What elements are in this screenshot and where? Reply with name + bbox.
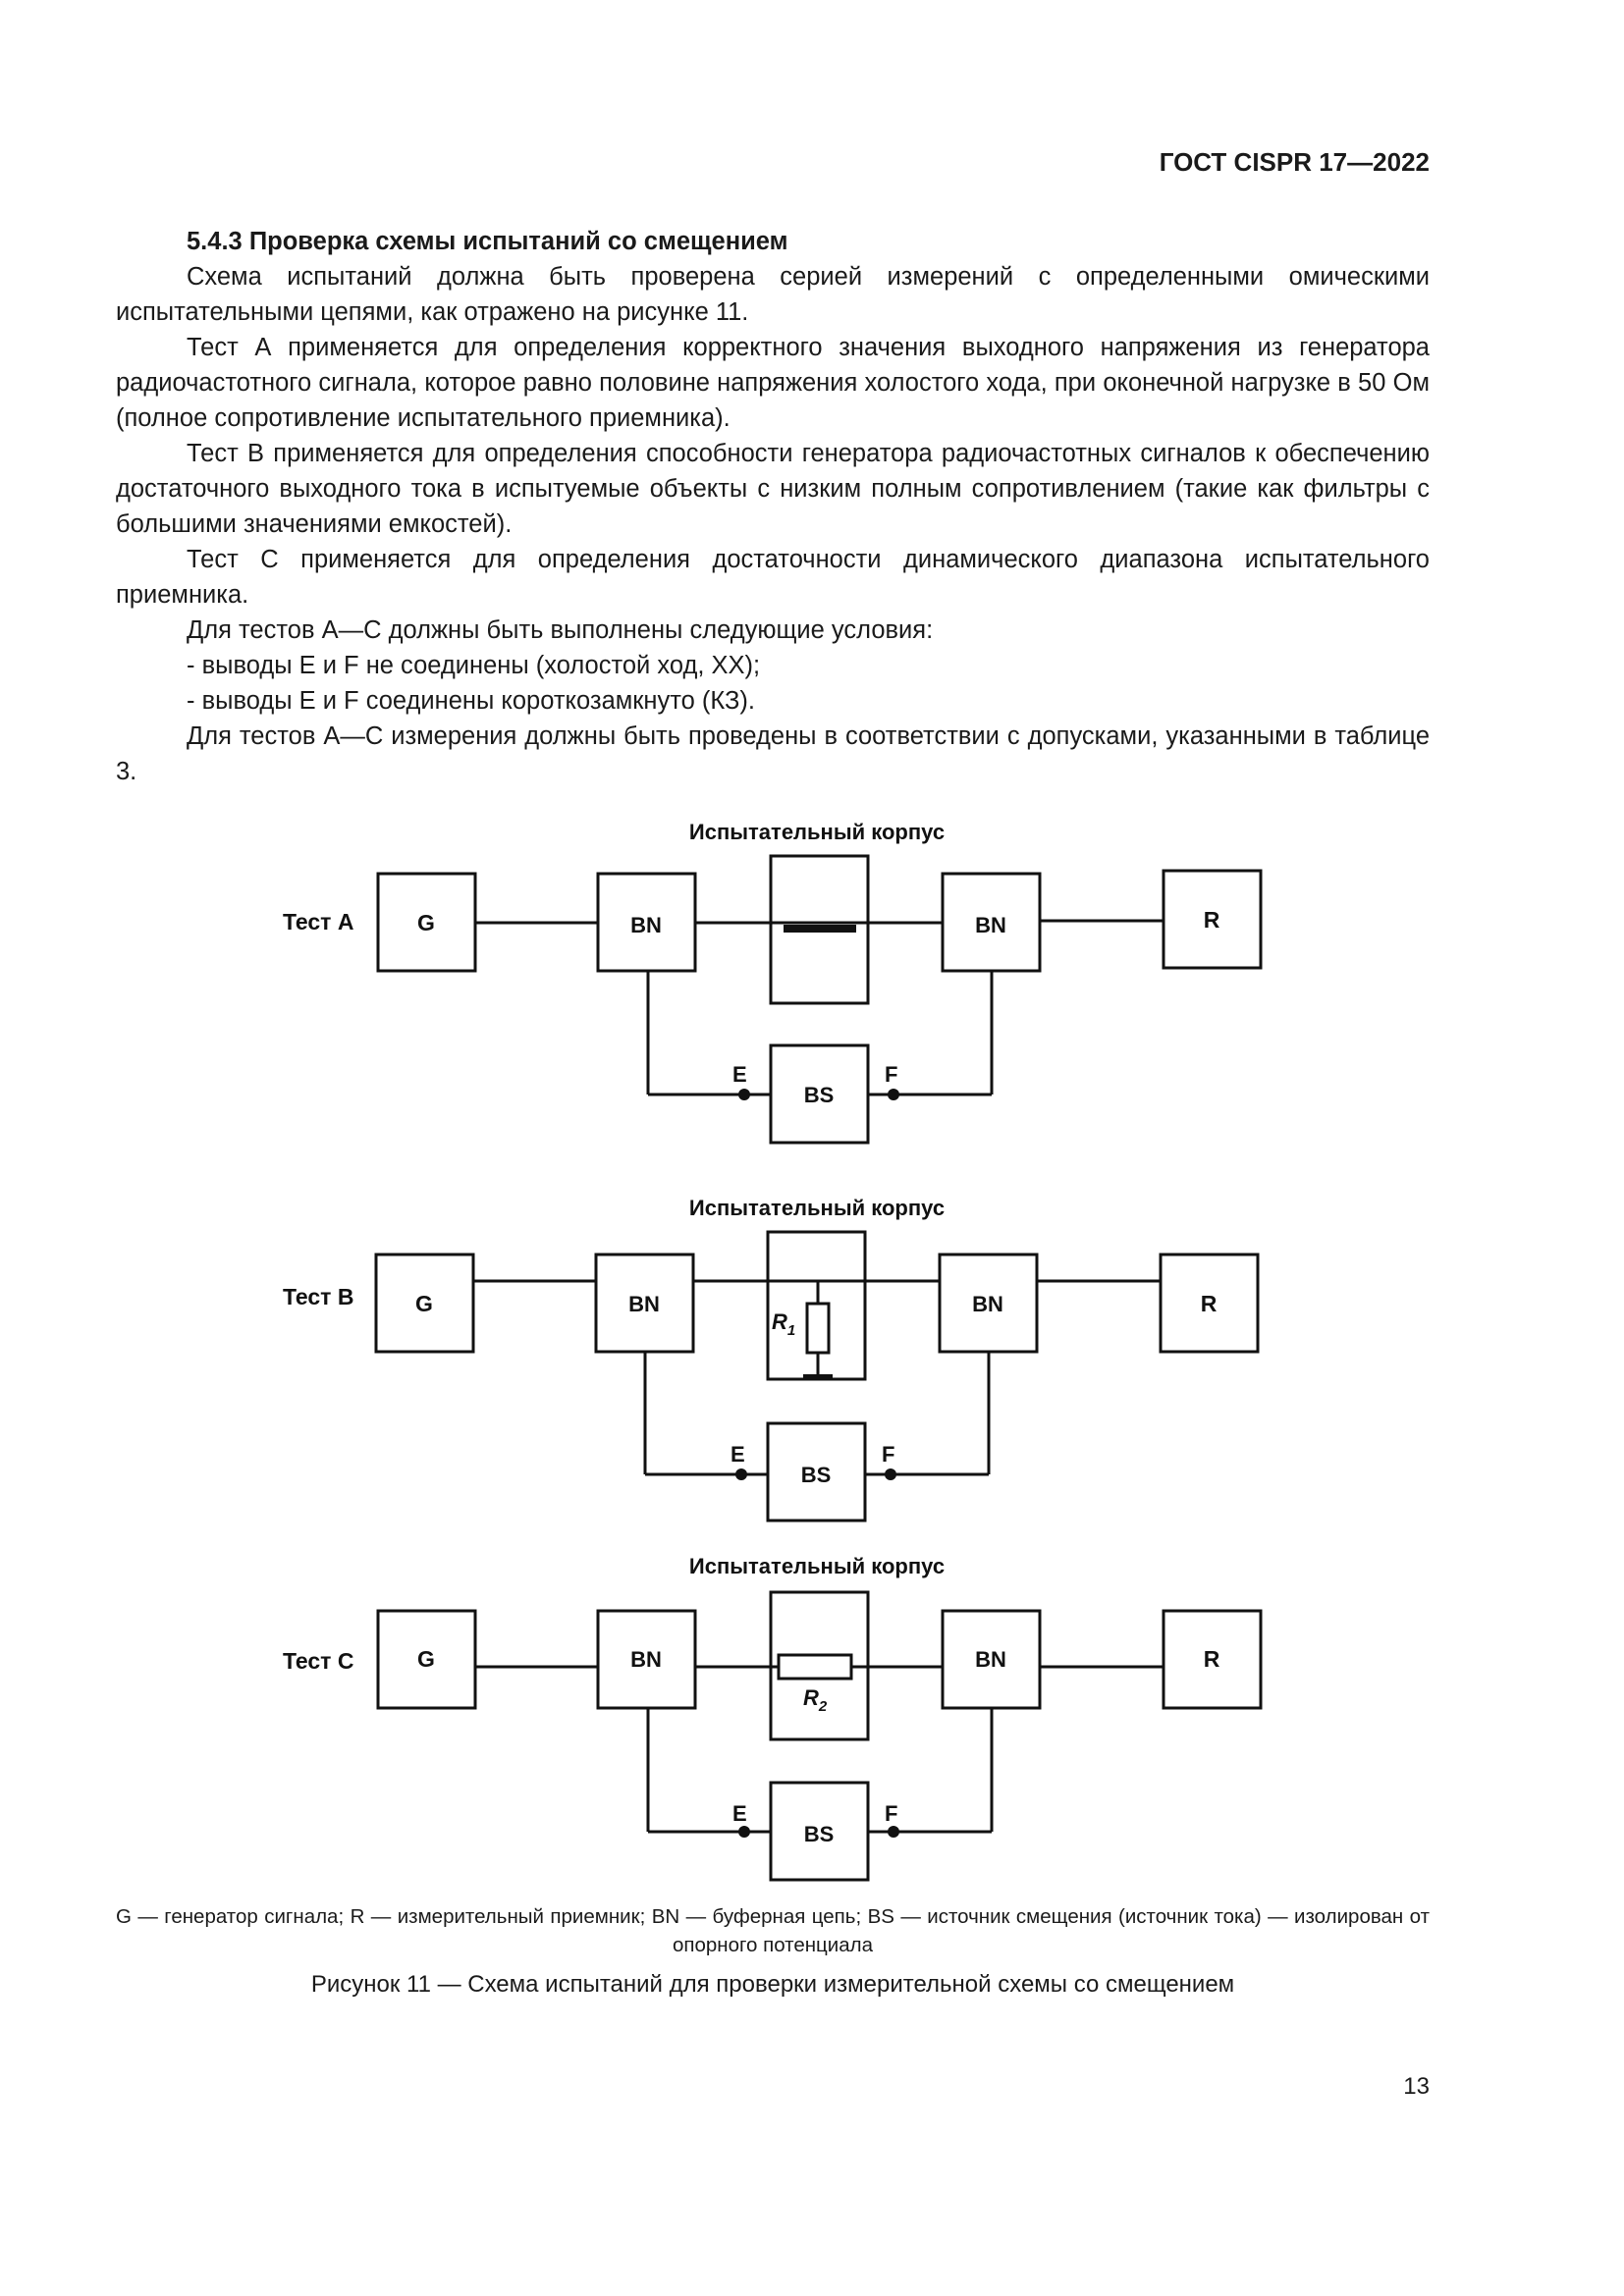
section-heading <box>116 224 1430 259</box>
terminal-f-label: F <box>885 1801 898 1826</box>
figure-11 <box>0 805 1624 1895</box>
paragraph: Для тестов А—С измерения должны быть проведены в соответствии с допусками, указанными в таблице 3. <box>116 722 1430 785</box>
resistor-label: $R_1$ <box>772 1309 796 1339</box>
figure-caption: Рисунок 11 — Схема испытаний для проверки измерительной схемы со смещением <box>310 1971 1235 1998</box>
terminal-e-dot <box>738 1089 750 1100</box>
terminal-f-dot <box>888 1089 899 1100</box>
terminal-e-dot <box>735 1468 747 1480</box>
bs-label: BS <box>803 1083 835 1107</box>
section-number: 5.4.3 <box>187 228 243 255</box>
bn-label: BN <box>972 1292 1003 1316</box>
list-item: - выводы E и F соединены короткозамкнуто (КЗ). <box>187 687 755 715</box>
list-item: - выводы E и F не соединены (холостой ход, XX); <box>187 652 761 679</box>
resistor-r2 <box>779 1655 851 1679</box>
paragraph: Тест А применяется для определения корректного значения выходного напряжения из генератора радиочастотного сигнала, которое равно половине напряжения холостого хода, при оконечной нагрузке в 50 Ом (полное сопротивление испытательного приемника). <box>116 334 1430 432</box>
terminal-e-label: E <box>732 1062 747 1087</box>
receiver-label: R <box>1203 1646 1220 1672</box>
bs-label: BS <box>803 1822 835 1846</box>
section-title: Проверка схемы испытаний со смещением <box>248 228 788 255</box>
terminal-f-label: F <box>882 1442 895 1467</box>
generator-label: G <box>417 1646 435 1672</box>
bn-label: BN <box>628 1292 660 1316</box>
terminal-f-dot <box>885 1468 896 1480</box>
terminal-f-label: F <box>885 1062 898 1087</box>
resistor-label: $R_2$ <box>803 1685 828 1715</box>
body-text <box>116 224 1430 789</box>
test-label: Тест С <box>283 1648 354 1674</box>
enclosure-title: Испытательный корпус <box>688 1554 946 1578</box>
enclosure-title: Испытательный корпус <box>688 820 946 844</box>
terminal-e-dot <box>738 1826 750 1838</box>
bn-label: BN <box>975 913 1006 937</box>
paragraph: Схема испытаний должна быть проверена серией измерений с определенными омическими испытательными цепями, как отражено на рисунке 11. <box>116 263 1430 326</box>
bs-label: BS <box>800 1463 832 1487</box>
resistor-r1 <box>807 1304 829 1353</box>
bn-label: BN <box>975 1647 1006 1672</box>
enclosure-title: Испытательный корпус <box>688 1196 946 1220</box>
generator-label: G <box>415 1291 433 1316</box>
bn-label: BN <box>630 913 662 937</box>
test-label: Тест В <box>283 1284 354 1309</box>
bn-label: BN <box>630 1647 662 1672</box>
receiver-label: R <box>1203 907 1220 933</box>
figure-legend: G — генератор сигнала; R — измерительный приемник; BN — буферная цепь; BS — источник смещения (источник тока) — изолирован от опорного потенциала <box>116 1905 1430 1956</box>
paragraph: Тест С применяется для определения достаточности динамического диапазона испытательного приемника. <box>116 546 1430 609</box>
terminal-e-label: E <box>731 1442 745 1467</box>
generator-label: G <box>417 910 435 935</box>
test-label: Тест А <box>283 909 354 934</box>
document-header: ГОСТ CISPR 17—2022 <box>1159 147 1430 177</box>
terminal-e-label: E <box>732 1801 747 1826</box>
page-number: 13 <box>1403 2073 1430 2100</box>
paragraph: Для тестов А—С должны быть выполнены следующие условия: <box>187 616 934 644</box>
receiver-label: R <box>1200 1291 1218 1316</box>
paragraph: Тест В применяется для определения способности генератора радиочастотных сигналов к обеспечению достаточного выходного тока в испытуемые объекты с низким полным сопротивлением (такие как фильтры с большими значениями емкостей). <box>116 440 1430 538</box>
terminal-f-dot <box>888 1826 899 1838</box>
